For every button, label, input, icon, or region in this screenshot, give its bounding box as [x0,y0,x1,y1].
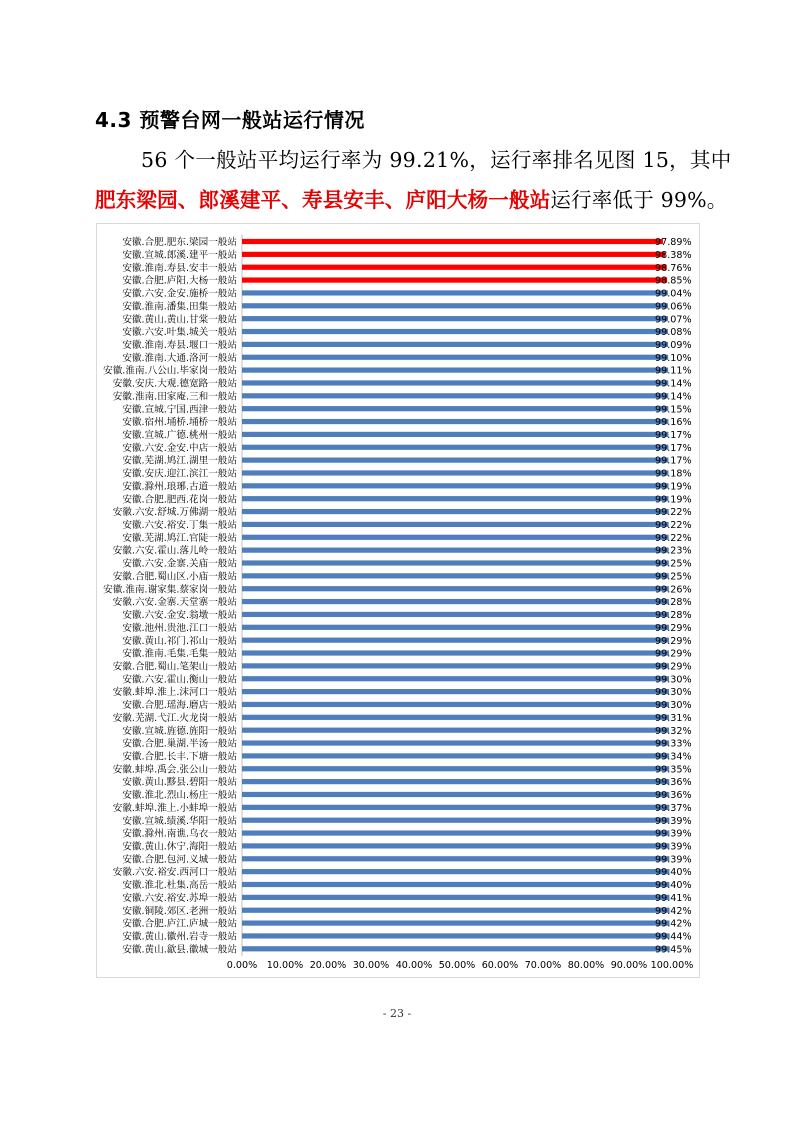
bar [242,920,670,925]
category-label: 安徽.芜湖.鸠江.官陡一般站 [122,532,237,544]
bar [242,586,669,591]
value-label: 99.30% [655,687,692,699]
x-tick-label: 80.00% [567,960,605,971]
value-label: 99.10% [655,352,692,364]
bar [242,522,669,527]
category-label: 安徽.六安.金安.施桥一般站 [122,288,237,300]
bar [242,740,669,745]
category-label: 安徽.淮南.寿县.安丰一般站 [122,262,237,274]
value-label: 99.22% [655,507,692,519]
x-tick-label: 70.00% [524,960,562,971]
bar [242,818,669,823]
bar [242,638,669,643]
category-label: 安徽.蚌埠.淮上.小蚌埠一般站 [112,802,237,814]
value-label: 99.39% [655,854,692,866]
bar [242,445,668,450]
value-label: 99.28% [655,597,692,609]
bar [242,316,668,321]
bar [242,766,669,771]
bar [242,830,669,835]
category-label: 安徽.芜湖.鸠江.湖里一般站 [122,455,237,467]
bar [242,715,669,720]
value-label: 99.31% [655,712,692,724]
value-label: 99.40% [655,880,692,892]
category-label: 安徽.安庆.迎江.滨江一般站 [122,468,237,480]
value-label: 99.04% [655,288,692,300]
value-label: 99.39% [655,828,692,840]
category-label: 安徽.安庆.大观.德宽路一般站 [112,378,237,390]
category-label: 安徽.淮南.毛集.毛集一般站 [122,648,237,660]
category-label: 安徽.淮南.田家庵.三和一般站 [112,391,237,403]
category-label: 安徽.合肥.蜀山区.小庙一般站 [112,571,237,583]
bar [242,933,670,938]
value-label: 99.29% [655,648,692,660]
category-label: 安徽.滁州.琅琊.古道一般站 [122,481,237,493]
value-label: 99.44% [655,931,692,943]
value-label: 99.40% [655,867,692,879]
paragraph-line-1: 56 个一般站平均运行率为 99.21%，运行率排名见图 15，其中 [141,148,732,172]
value-label: 99.45% [655,944,692,956]
bar [242,303,668,308]
category-label: 安徽.滁州.南谯.乌衣一般站 [122,828,237,840]
value-label: 99.22% [655,532,692,544]
value-label: 99.29% [655,622,692,634]
value-label: 99.09% [655,339,692,351]
x-tick-label: 60.00% [481,960,519,971]
x-tick-label: 30.00% [352,960,390,971]
bar [242,573,669,578]
bar [242,496,669,501]
category-label: 安徽.淮南.寿县.堰口一般站 [122,339,237,351]
value-label: 99.42% [655,905,692,917]
bar [242,277,667,282]
bar [242,650,669,655]
bar [242,792,669,797]
value-label: 99.23% [655,545,692,557]
x-tick-label: 0.00% [226,960,258,971]
category-label: 安徽.六安.舒城.万佛湖一般站 [112,507,237,519]
category-label: 安徽.宣城.宁国.西津一般站 [122,404,237,416]
category-label: 安徽.宣城.旌德.旌阳一般站 [122,725,237,737]
category-label: 安徽.六安.金安.中店一般站 [122,442,237,454]
category-label: 安徽.六安.霍山.衡山一般站 [122,674,237,686]
category-label: 安徽.黄山.黟县.碧阳一般站 [122,777,237,789]
bar [242,856,669,861]
category-label: 安徽.合肥.庐阳.大杨一般站 [122,275,237,287]
category-label: 安徽.黄山.祁门.祁山一般站 [122,635,237,647]
value-label: 98.85% [655,275,692,287]
category-label: 安徽.六安.叶集.城关一般站 [122,327,237,339]
value-label: 99.16% [655,417,692,429]
category-label: 安徽.铜陵.郊区.老洲一般站 [122,905,237,917]
category-label: 安徽.黄山.休宁.海阳一般站 [122,841,237,853]
value-label: 99.07% [655,314,692,326]
category-label: 安徽.蚌埠.淮上.沫河口一般站 [112,687,237,699]
value-label: 99.29% [655,661,692,673]
value-label: 99.14% [655,378,692,390]
bar [242,805,669,810]
value-label: 99.14% [655,391,692,403]
page-number: - 23 - [382,1007,412,1020]
category-label: 安徽.合肥.庐江.庐城一般站 [122,918,237,930]
value-label: 99.25% [655,571,692,583]
category-label: 安徽.六安.裕安.西河口一般站 [112,867,237,879]
value-label: 99.08% [655,327,692,339]
bar [242,548,669,553]
value-label: 99.17% [655,455,692,467]
bar [242,702,669,707]
value-label: 99.11% [655,365,692,377]
value-label: 99.15% [655,404,692,416]
category-label: 安徽.淮北.烈山.杨庄一般站 [122,790,237,802]
category-label: 安徽.六安.霍山.落儿岭一般站 [112,545,237,557]
x-tick-label: 100.00% [650,960,694,971]
category-label: 安徽.池州.贵池.江口一般站 [122,622,237,634]
value-label: 99.26% [655,584,692,596]
bar [242,509,669,514]
value-label: 99.42% [655,918,692,930]
bar [242,895,669,900]
value-label: 99.17% [655,430,692,441]
bar [242,290,668,295]
category-label: 安徽.淮南.谢家集.蔡家岗一般站 [103,584,237,596]
bar [242,483,669,488]
value-label: 99.37% [655,802,692,814]
bar [242,239,663,244]
bar [242,882,669,887]
bar [242,676,669,681]
category-label: 安徽.淮南.八公山.毕家岗一般站 [103,365,237,377]
bar [242,470,668,475]
category-label: 安徽.合肥.巢湖.半汤一般站 [122,738,237,750]
bar [242,406,668,411]
value-label: 99.19% [655,481,692,493]
bar [242,535,669,540]
bar [242,265,667,270]
bar [242,458,668,463]
bar [242,329,668,334]
x-tick-label: 40.00% [395,960,433,971]
x-tick-label: 20.00% [309,960,347,971]
category-label: 安徽.合肥.包河.义城一般站 [122,854,237,866]
value-label: 99.17% [655,442,692,454]
category-label: 安徽.黄山.徽州.岩寺一般站 [122,931,237,943]
value-label: 99.41% [655,892,692,904]
bar [242,419,668,424]
bar [242,432,668,437]
value-label: 99.39% [655,841,692,853]
bar [242,560,669,565]
bar [242,368,668,373]
bar [242,869,669,874]
value-label: 99.36% [655,777,692,789]
value-label: 99.30% [655,700,692,712]
value-label: 99.30% [655,674,692,686]
value-label: 99.29% [655,635,692,647]
value-label: 99.22% [655,520,692,532]
value-label: 99.32% [655,725,692,737]
bar [242,728,669,733]
bar [242,946,670,951]
bar [242,663,669,668]
category-label: 安徽.宿州.埇桥.埇桥一般站 [122,417,237,429]
value-label: 99.28% [655,610,692,622]
x-tick-label: 90.00% [610,960,648,971]
value-label: 98.38% [655,249,692,261]
category-label: 安徽.六安.裕安.苏埠一般站 [122,892,237,904]
category-label: 安徽.六安.金寨.关庙一般站 [122,558,237,570]
value-label: 99.35% [655,764,692,776]
bar [242,355,668,360]
bar [242,625,669,630]
category-label: 安徽.六安.金安.翁墩一般站 [122,610,237,622]
value-label: 99.34% [655,751,692,763]
x-tick-label: 10.00% [266,960,304,971]
value-label: 99.18% [655,468,692,480]
category-label: 安徽.宣城.郎溪.建平一般站 [122,249,237,261]
category-label: 安徽.合肥.瑶海.磨店一般站 [122,700,237,712]
value-label: 99.33% [655,738,692,750]
value-label: 97.89% [655,237,692,249]
value-label: 99.25% [655,558,692,570]
bar [242,689,669,694]
bar [242,393,668,398]
value-label: 98.76% [655,262,692,274]
bar [242,908,670,913]
highlighted-stations: 肥东梁园、郎溪建平、寿县安丰、庐阳大杨一般站 [95,188,551,212]
category-label: 安徽.六安.裕安.丁集一般站 [122,520,237,532]
bar [242,252,665,257]
section-heading: 4.3 预警台网一般站运行情况 [95,108,365,132]
bar [242,612,669,617]
category-label: 安徽.合肥.长丰.下塘一般站 [122,751,237,763]
x-tick-label: 50.00% [438,960,476,971]
category-label: 安徽.淮南.潘集.田集一般站 [122,301,237,313]
value-label: 99.36% [655,790,692,802]
category-label: 安徽.蚌埠.禹会.张公山一般站 [112,764,237,776]
category-label: 安徽.芜湖.弋江.火龙岗一般站 [112,712,237,724]
category-label: 安徽.合肥.肥西.花岗一般站 [122,494,237,506]
bar [242,753,669,758]
category-label: 安徽.合肥.蜀山.笔架山一般站 [112,661,237,673]
bar [242,380,668,385]
category-label: 安徽.六安.金寨.天堂寨一般站 [112,597,237,609]
bar [242,342,668,347]
category-label: 安徽.黄山.黄山.甘棠一般站 [122,314,237,326]
bar [242,779,669,784]
bar [242,599,669,604]
category-label: 安徽.宣城.广德.桃州一般站 [122,430,237,441]
value-label: 99.19% [655,494,692,506]
category-label: 安徽.合肥.肥东.梁园一般站 [122,237,237,249]
value-label: 99.06% [655,301,692,313]
category-label: 安徽.宣城.绩溪.华阳一般站 [122,815,237,827]
bar [242,843,669,848]
category-label: 安徽.黄山.歙县.徽城一般站 [122,944,237,956]
category-label: 安徽.淮北.杜集.高岳一般站 [122,880,237,892]
category-label: 安徽.淮南.大通.洛河一般站 [122,352,237,364]
value-label: 99.39% [655,815,692,827]
paragraph-rest: 运行率低于 99%。 [550,188,728,212]
